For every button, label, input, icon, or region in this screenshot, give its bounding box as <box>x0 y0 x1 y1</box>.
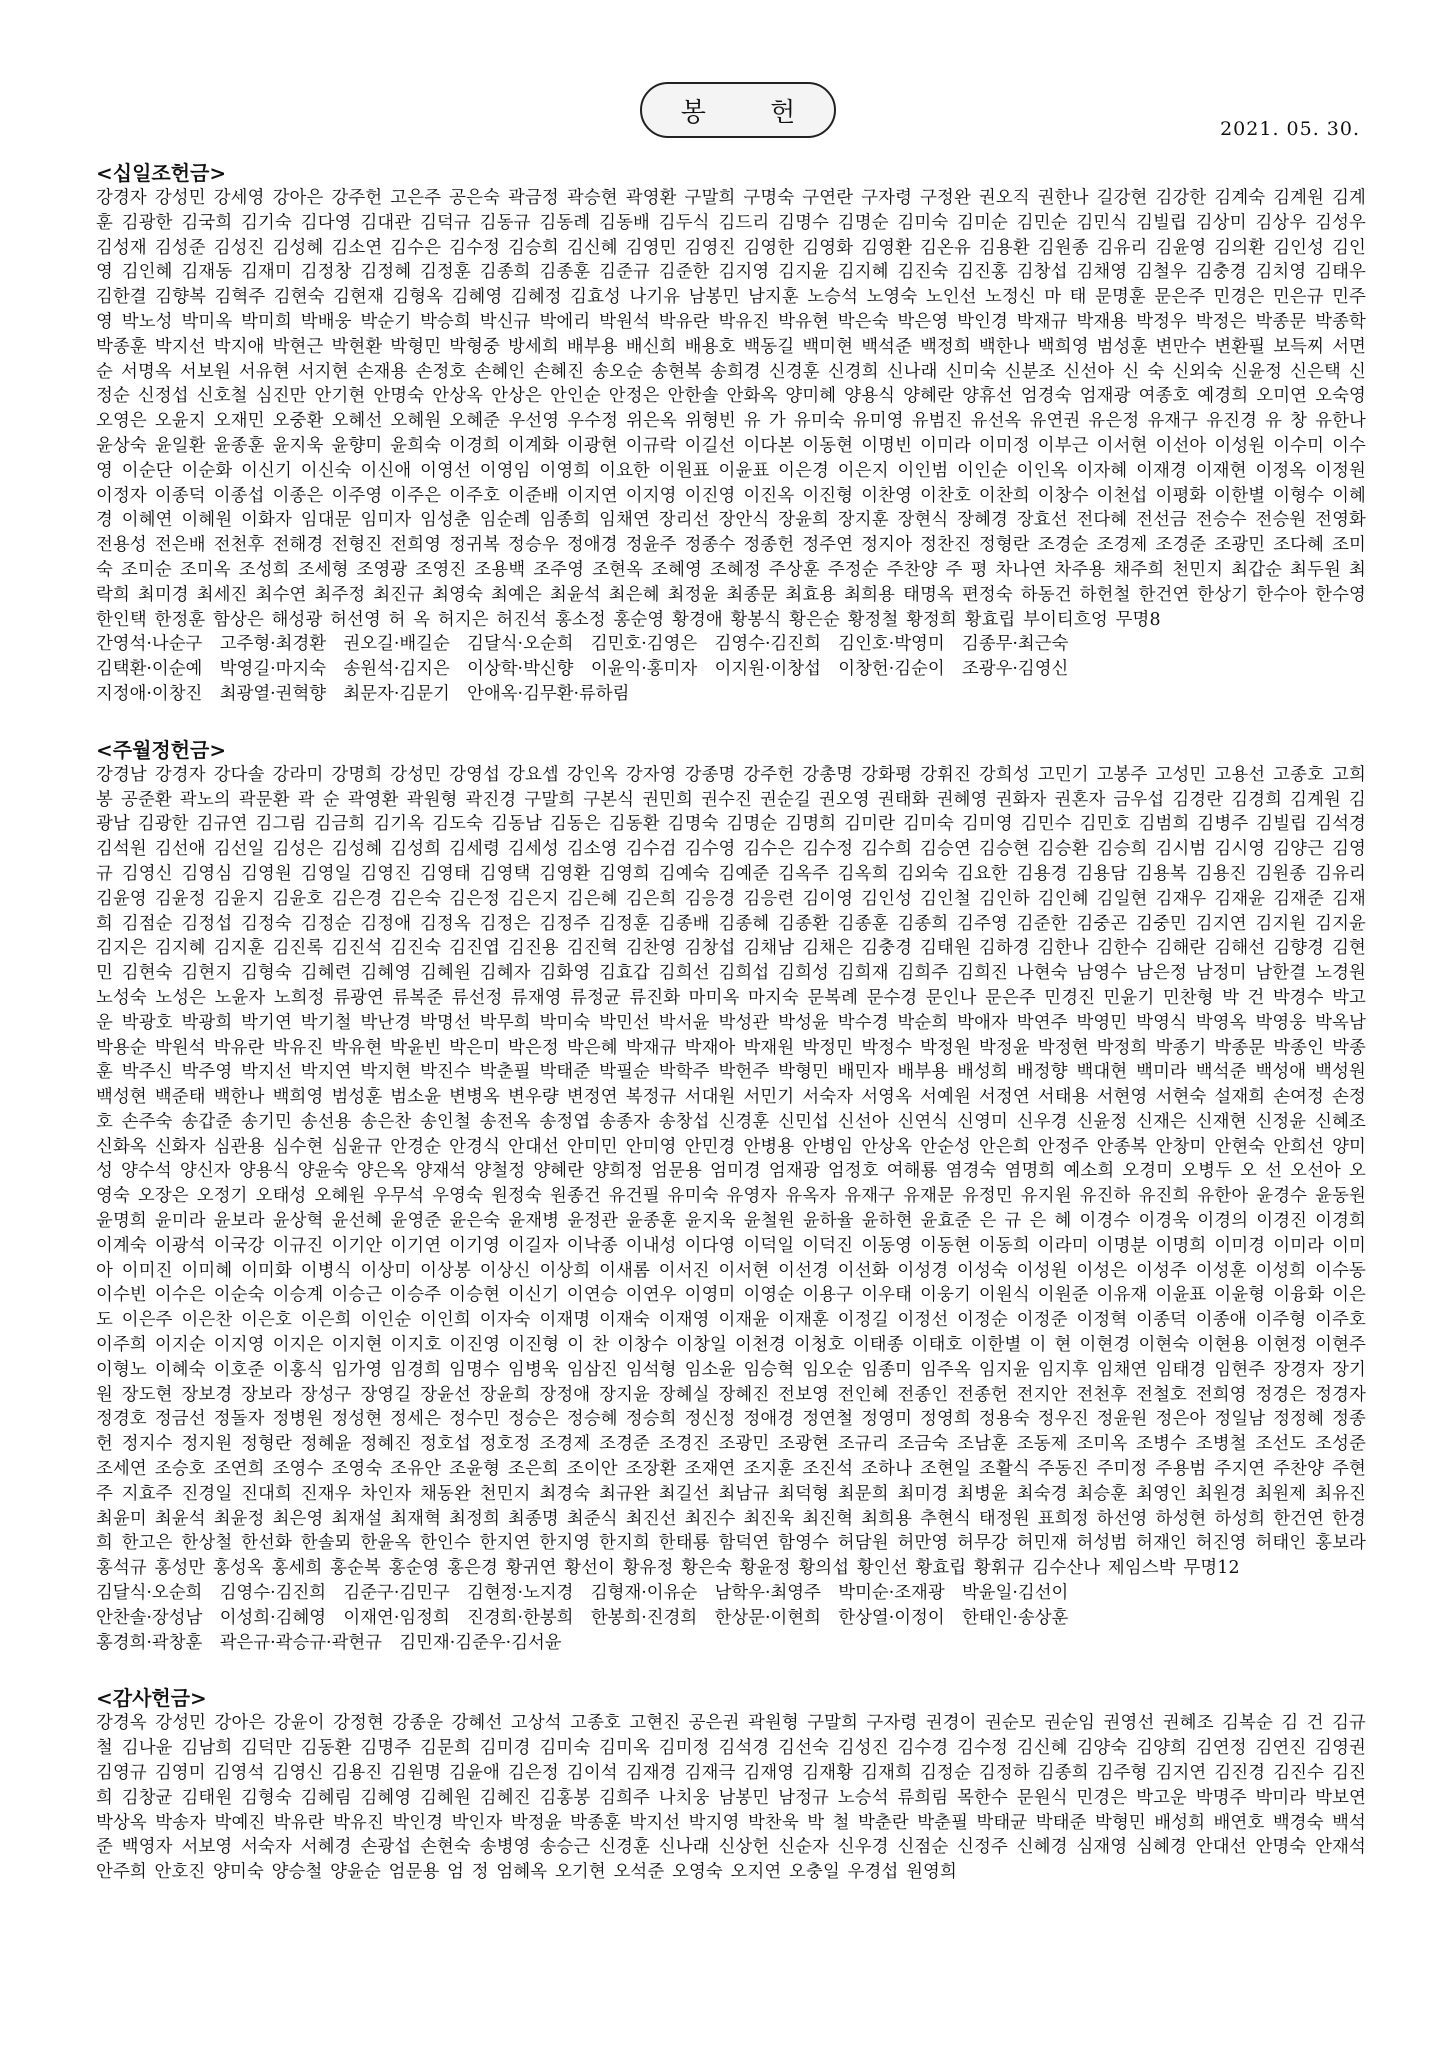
tithe-group-line-2: 김택환·이순예 박영길·마지숙 송원석·김지은 이상학·박신향 이윤익·홍미자 이지원·이창섭 이창헌·김순이 조광우·김영신 <box>96 659 1069 680</box>
section-title-thanksgiving: <감사헌금> <box>96 1686 207 1711</box>
tithe-group-line-3: 지정애·이창진 최광열·권혁향 최문자·김문기 안애옥·김무환·류하림 <box>96 683 630 704</box>
tithe-group-line-1: 간영석·나순구 고주형·최경환 권오길·배길순 김달식·오순희 김민호·김영은 김영수·김진희 김인호·박영미 김종무·최근숙 <box>96 634 1069 655</box>
date-label: 2021. 05. 30. <box>1220 118 1360 140</box>
section-tithe <box>96 160 1366 707</box>
weekly-group-line-3: 홍경희·곽창훈 곽은규·곽승규·곽현규 김민재·김준우·김서윤 <box>96 1632 562 1653</box>
section-title-weekly: <주월정헌금> <box>96 737 227 762</box>
weekly-names: 강경남 강경자 강다솔 강라미 강명희 강성민 강영섭 강요셉 강인옥 강자영 강종명 강주헌 강총명 강화평 강휘진 강희성 고민기 고봉주 고성민 고용선 고종호 고희봉 공준환 곽노의 곽문환 곽 순 곽영환 곽원형 곽진경 구말희 구본식 권민희 권수진 권순길 권오영 권태화 권혜영 권화자 권혼자 금우섭 김경란 김경희 김계원 김광남 김광한 김규연 김그림 김금희 김기옥 김도숙 김동남 김동은 김동환 김명숙 김명순 김명희 김미란 김미숙 김미영 김민수 김민호 김범희 김병주 김빌립 김석경 김석원 김선애 김선일 김성은 김성혜 김성희 김세령 김세성 김소영 김수검 김수영 김수은 김수정 김수희 김승연 김승현 김승환 김승희 김시범 김시영 김양근 김영규 김영신 김영심 김영원 김영일 김영진 김영태 김영택 김영환 김영희 김예숙 김예준 김옥주 김옥희 김외숙 김요한 김용경 김용담 김용복 김용진 김원종 김유리 김윤영 김윤정 김윤지 김윤호 김은경 김은숙 김은정 김은지 김은혜 김은희 김응경 김응련 김이영 김인성 김인철 김인하 김인혜 김일현 김재우 김재윤 김재준 김재희 김점순 김정섭 김정숙 김정순 김정애 김정옥 김정은 김정주 김정훈 김종배 김종혜 김종환 김종훈 김종희 김주영 김준한 김중곤 김중민 김지연 김지원 김지윤 김지은 김지혜 김지훈 김진록 김진석 김진숙 김진엽 김진용 김진혁 김찬영 김창섭 김채남 김채은 김충경 김태원 김하경 김한나 김한수 김해란 김해선 김향경 김현민 김현숙 김현지 김형숙 김혜련 김혜영 김혜원 김혜자 김화영 김효갑 김희선 김희섭 김희성 김희재 김희주 김희진 나현숙 남영수 남은정 남정미 남한결 노경원 노성숙 노성은 노윤자 노희정 류광연 류복준 류선정 류재영 류정균 류진화 마미옥 마지숙 문복례 문수경 문인나 문은주 민경진 민윤기 민찬형 박 건 박경수 박고운 박광호 박광희 박기연 박기철 박난경 박명선 박무희 박미숙 박민선 박서윤 박성관 박성윤 박수경 박순희 박애자 박연주 박영민 박영식 박영옥 박영웅 박옥남 박용순 박원석 박유란 박유진 박유현 박윤빈 박은미 박은정 박은혜 박재규 박재아 박재원 박정민 박정수 박정원 박정윤 박정현 박정희 박종기 박종문 박종인 박종훈 박주신 박주영 박지선 박지연 박지현 박진수 박춘필 박태준 박필순 박학주 박헌주 박형민 배민자 배부용 배성희 배정향 백대현 백미라 백석준 백성애 백성원 백성현 백준태 백한나 백희영 범성훈 범소윤 변병옥 변우량 변정연 복정규 서대원 서민기 서숙자 서영옥 서예원 서정연 서태용 서현영 서현숙 설재희 손여정 손정호 손주숙 송갑준 송기민 송선용 송은찬 송인철 송전옥 송정엽 송종자 송창섭 신경훈 신민섭 신선아 신연식 신영미 신우경 신윤정 신재은 신재현 신정윤 신혜조 신화옥 신화자 심관용 심수현 심윤규 안경순 안경식 안대선 안미민 안미영 안민경 안병용 안병임 안상옥 안순성 안은희 안정주 안종복 안창미 안현숙 안희선 양미성 양수석 양신자 양용식 양윤숙 양은옥 양재석 양철정 양혜란 양희정 엄문용 엄미경 엄재광 엄정호 여해룡 염경숙 염명희 예소희 오경미 오병두 오 선 오선아 오영숙 오장은 오정기 오태성 오혜원 우무석 우영숙 원정숙 원종건 유건필 유미숙 유영자 유옥자 유재구 유재문 유정민 유지원 유진하 유진희 유한아 윤경수 윤동원 윤명희 윤미라 윤보라 윤상혁 윤선혜 윤영준 윤은숙 윤재병 윤정관 윤종훈 윤지욱 윤철원 윤하율 윤하현 윤효준 은 규 은 혜 이경수 이경욱 이경의 이경진 이경희 이계숙 이광석 이국강 이규진 이기안 이기연 이기영 이길자 이낙종 이내성 이다영 이덕일 이덕진 이동영 이동현 이동희 이라미 이명분 이명희 이미경 이미라 이미아 이미진 이미혜 이미화 이병식 이상미 이상봉 이상신 이상희 이새롬 이서진 이서현 이선경 이선화 이성경 이성숙 이성원 이성은 이성주 이성훈 이성희 이수동 이수빈 이수은 이순숙 이승계 이승근 이승주 이승현 이신기 이연승 이연우 이영미 이영순 이용구 이우태 이웅기 이원식 이원준 이유재 이윤표 이윤형 이융화 이은도 이은주 이은찬 이은호 이은희 이인순 이인희 이자숙 이재명 이재숙 이재영 이재윤 이재훈 이정길 이정선 이정순 이정준 이정혁 이종덕 이종애 이주형 이주호 이주희 이지순 이지영 이지은 이지현 이지호 이진영 이진형 이 찬 이창수 이창일 이천경 이청호 이태종 이태호 이한별 이 현 이현경 이현숙 이현용 이현정 이현주 이형노 이혜숙 이호준 이홍식 임가영 임경희 임명수 임병욱 임삼진 임석형 임소윤 임승혁 임오순 임종미 임주옥 임지윤 임지후 임채연 임태경 임현주 장경자 장기원 장도현 장보경 장보라 장성구 장영길 장윤선 장윤희 장정애 장지윤 장혜실 장혜진 전보영 전인혜 전종인 전종헌 전지안 전천후 전철호 전희영 정경은 정경자 정경호 정금선 정돌자 정병원 정성현 정세은 정수민 정승은 정승혜 정승희 정신정 정애경 정연철 정영미 정영희 정용숙 정우진 정윤원 정은아 정일남 정정혜 정종헌 정지수 정지원 정형란 정혜윤 정혜진 정호섭 정호정 조경제 조경준 조경진 조광민 조광현 조규리 조금숙 조남훈 조동제 조미옥 조병수 조병철 조선도 조성준 조세연 조승호 조연희 조영수 조영숙 조유안 조윤형 조은희 조이안 조장환 조재연 조지훈 조진석 조하나 조현일 조활식 주동진 주미정 주용범 주지연 주찬양 주현주 지효주 진경일 진대희 진재우 차인자 채동완 천민지 최경숙 최규완 최길선 최남규 최덕형 최문희 최미경 최병윤 최숙경 최승훈 최영인 최원경 최원제 최유진 최윤미 최윤석 최윤정 최은영 최재설 최재혁 최정희 최종명 최준식 최진선 최진수 최진욱 최진혁 최희용 추현식 태정원 표희정 하선영 하성현 하성희 한건연 한경희 한고은 한상철 한선화 한솔뫼 한윤옥 한인수 한지연 한지영 한지희 한태룡 함덕연 함영수 허담원 허만영 허무강 허민재 허성범 허재인 허진영 허태인 홍보라 홍석규 홍성만 홍성옥 홍세희 홍순복 홍순영 홍은경 황귀연 황선이 황유정 황은숙 황윤정 황의섭 황인선 황효립 황휘규 김수산나 제임스박 무명12 <box>96 764 1366 1579</box>
section-weekly <box>96 737 1366 1656</box>
tithe-names: 강경자 강성민 강세영 강아은 강주헌 고은주 공은숙 곽금정 곽승현 곽영환 구말희 구명숙 구연란 구자령 구정완 권오직 권한나 길강현 김강한 김계숙 김계원 김계훈 김광한 김국희 김기숙 김다영 김대관 김덕규 김동규 김동례 김동배 김두식 김드리 김명수 김명순 김미숙 김미순 김민순 김민식 김빌립 김상미 김상우 김성우 김성재 김성준 김성진 김성혜 김소연 김수은 김수정 김승희 김신혜 김영민 김영진 김영한 김영화 김영환 김온유 김용환 김원종 김유리 김윤영 김의환 김인성 김인영 김인혜 김재동 김재미 김정창 김정혜 김정훈 김종희 김종훈 김준규 김준한 김지영 김지윤 김지혜 김진숙 김진홍 김창섭 김채영 김철우 김충경 김치영 김태우 김한결 김향복 김혁주 김현숙 김현재 김형옥 김혜영 김혜정 김효성 나기유 남봉민 남지훈 노승석 노영숙 노인선 노정신 마 태 문명훈 문은주 민경은 민은규 민주영 박노성 박미옥 박미희 박배웅 박순기 박승희 박신규 박에리 박원석 박유란 박유진 박유현 박은숙 박은영 박인경 박재규 박재용 박정우 박정은 박종문 박종학 박종훈 박지선 박지애 박현근 박현환 박형민 박형중 방세희 배부용 배신희 배용호 백동길 백미현 백석준 백정희 백한나 백희영 범성훈 변만수 변환필 보득찌 서면순 서명옥 서보원 서유현 서지현 손재용 손정호 손혜인 손혜진 송오순 송현복 송희경 신경훈 신경희 신나래 신미숙 신분조 신선아 신 숙 신외숙 신윤정 신은택 신정순 신정섭 신호철 심진만 안기현 안명숙 안상옥 안상은 안인순 안정은 안한솔 안화옥 양미혜 양용식 양혜란 양휴선 엄경숙 엄재광 여종호 예경희 오미연 오숙영 오영은 오윤지 오재민 오중환 오혜선 오혜원 오혜준 우선영 우수정 위은옥 위형빈 유 가 유미숙 유미영 유범진 유선옥 유연권 유은정 유재구 유진경 유 창 유한나 윤상숙 윤일환 윤종훈 윤지욱 윤향미 윤희숙 이경희 이계화 이광현 이규락 이길선 이다본 이동현 이명빈 이미라 이미정 이부근 이서현 이선아 이성원 이수미 이수영 이순단 이순화 이신기 이신숙 이신애 이영선 이영임 이영희 이요한 이원표 이윤표 이은경 이은지 이인범 이인순 이인옥 이자혜 이재경 이재현 이정옥 이정원 이정자 이종덕 이종섭 이종은 이주영 이주은 이주호 이준배 이지연 이지영 이진영 이진옥 이진형 이찬영 이찬호 이찬희 이창수 이천섭 이평화 이한별 이형수 이혜경 이혜연 이혜원 이화자 임대문 임미자 임성춘 임순례 임종희 임채연 장리선 장안식 장윤희 장지훈 장현식 장혜경 장효선 전다혜 전선금 전승수 전승원 전영화 전용성 전은배 전천후 전해경 전형진 전희영 정귀복 정승우 정애경 정윤주 정종수 정종헌 정주연 정지아 정찬진 정형란 조경순 조경제 조경준 조광민 조다혜 조미숙 조미순 조미옥 조성희 조세형 조영광 조영진 조용백 조주영 조현옥 조혜영 조혜정 주상훈 주정순 주찬양 주 평 차나연 차주용 채주희 천민지 최갑순 최두원 최락희 최미경 최세진 최수연 최주정 최진규 최영숙 최예은 최윤석 최은혜 최정윤 최종문 최효용 최희용 태명옥 편정숙 하동건 하헌철 한건연 한상기 한수아 한수영 한인택 한정훈 함상은 해성광 허선영 허 옥 허지은 허진석 홍소정 홍순영 황경애 황봉식 황은순 황정철 황정희 황효립 부이티흐엉 무명8 <box>96 188 1366 630</box>
offering-list <box>96 160 1366 1915</box>
section-title-tithe: <십일조헌금> <box>96 161 227 185</box>
weekly-group-line-2: 안찬솔·장성남 이성희·김혜영 이재연·임정희 진경희·한봉희 한봉희·진경희 한상문·이현희 한상열·이정이 한태인·송상훈 <box>96 1607 1069 1628</box>
thanksgiving-names: 강경옥 강성민 강아은 강윤이 강정현 강종운 강혜선 고상석 고종호 고현진 공은권 곽원형 구말희 구자령 권경이 권순모 권순임 권영선 권혜조 김복순 김 건 김규철 김나윤 김남희 김덕만 김동환 김명주 김문희 김미경 김미숙 김미옥 김미정 김석경 김선숙 김성진 김수경 김수정 김신혜 김양숙 김양희 김연정 김연진 김영권 김영규 김영미 김영석 김영신 김용진 김원명 김윤애 김은정 김이석 김재경 김재극 김재영 김재황 김재희 김정순 김정하 김종희 김주형 김지연 김진경 김진수 김진희 김창균 김태원 김형숙 김혜림 김혜영 김혜원 김혜진 김홍봉 김희주 나치웅 남봉민 남정규 노승석 류희림 목한수 문원식 민경은 박고운 박명주 박미라 박보연 박상옥 박송자 박예진 박유란 박유진 박인경 박인자 박정윤 박종훈 박지선 박지영 박찬욱 박 철 박춘란 박춘필 박태균 박태준 박형민 배성희 배연호 백경숙 백석준 백영자 서보영 서숙자 서혜경 손광섭 손현숙 송병영 송승근 신경훈 신나래 신상헌 신순자 신우경 신점순 신정주 신혜경 심재영 심혜경 안대선 안명숙 안재석 안주희 안호진 양미숙 양승철 양윤순 엄문용 엄 정 엄혜옥 오기현 오석준 오영숙 오지연 오충일 우경섭 원영희 <box>96 1713 1366 1883</box>
weekly-group-line-1: 김달식·오순희 김영수·김진희 김준구·김민구 김현정·노지경 김형재·이유순 남학우·최영주 박미순·조재광 박윤일·김선이 <box>96 1583 1069 1604</box>
page-title: 봉 헌 <box>640 82 836 138</box>
section-thanksgiving <box>96 1685 1366 1885</box>
